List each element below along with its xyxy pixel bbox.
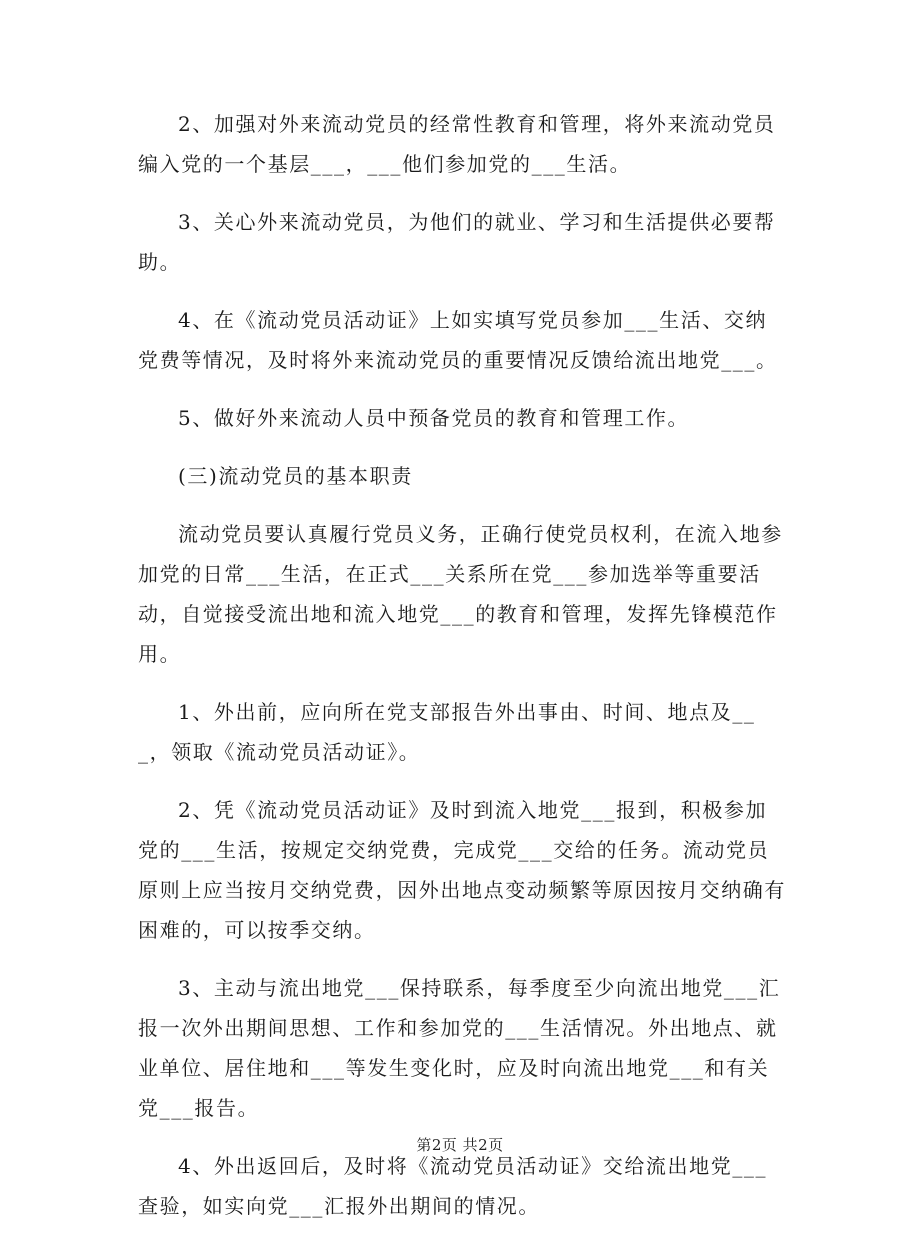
paragraph-item-5-probationary-members: 5、做好外来流动人员中预备党员的教育和管理工作。 bbox=[178, 406, 690, 430]
paragraph-duty-3-keep-contact: 3、主动与流出地党___保持联系，每季度至少向流出地党___汇报一次外出期间思想、工作和参加党的___生活情况。外出地点、就业单位、居住地和___等发生变化时，应及时向流出地党___和有关党___报告。 bbox=[138, 976, 781, 1120]
paragraph-duties-intro: 流动党员要认真履行党员义务，正确行使党员权利，在流入地参加党的日常___生活，在正式___关系所在党___参加选举等重要活动，自觉接受流出地和流入地党___的教育和管理，发挥先锋模范作用。 bbox=[138, 522, 783, 666]
page-number-footer: 第2页 共2页 bbox=[416, 1136, 504, 1154]
document-body bbox=[138, 104, 788, 1244]
paragraph-duty-1-before-leaving: 1、外出前，应向所在党支部报告外出事由、时间、地点及___，领取《流动党员活动证》。 bbox=[138, 700, 756, 764]
paragraph-duty-2-report-on-arrival: 2、凭《流动党员活动证》及时到流入地党___报到，积极参加党的___生活，按规定交纳党费，完成党___交给的任务。流动党员原则上应当按月交纳党费，因外出地点变动频繁等原因按月交纳确有困难的，可以按季交纳。 bbox=[138, 798, 786, 942]
paragraph-duty-4-after-return: 4、外出返回后，及时将《流动党员活动证》交给流出地党___查验，如实向党___汇报外出期间的情况。 bbox=[138, 1154, 768, 1218]
paragraph-item-3-care-for-members: 3、关心外来流动党员，为他们的就业、学习和生活提供必要帮助。 bbox=[138, 210, 776, 274]
paragraph-item-4-fill-activity-card: 4、在《流动党员活动证》上如实填写党员参加___生活、交纳党费等情况，及时将外来流动党员的重要情况反馈给流出地党___。 bbox=[138, 308, 778, 372]
section-heading-basic-duties: (三)流动党员的基本职责 bbox=[178, 464, 413, 488]
paragraph-item-2-strengthen-education: 2、加强对外来流动党员的经常性教育和管理，将外来流动党员编入党的一个基层___，___他们参加党的___生活。 bbox=[138, 112, 776, 176]
